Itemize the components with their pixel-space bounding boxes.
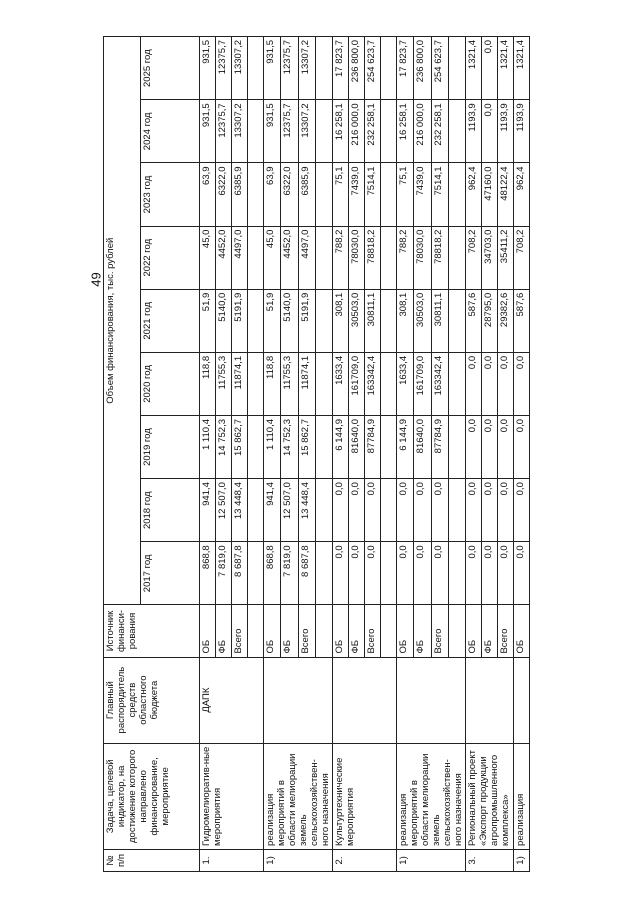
value-cell	[381, 163, 397, 226]
value-cell: 7439,0	[349, 163, 365, 226]
row-executor: ДАПК	[200, 657, 264, 743]
value-cell: 962,4	[466, 163, 482, 226]
value-cell: 48122,4	[498, 163, 514, 226]
value-cell: 6322,0	[281, 163, 298, 226]
value-cell: 12375,7	[216, 37, 232, 100]
value-cell: 75,1	[397, 163, 414, 226]
value-cell: 0,0	[482, 416, 498, 479]
value-cell	[248, 479, 264, 542]
value-cell: 63,9	[200, 163, 216, 226]
row-source: Всего	[365, 605, 381, 657]
table-row	[514, 37, 530, 872]
value-cell: 118,8	[200, 352, 216, 415]
value-cell: 308,1	[333, 289, 349, 352]
value-cell: 788,2	[333, 226, 349, 289]
value-cell	[315, 289, 332, 352]
value-cell: 4452,0	[216, 226, 232, 289]
row-source: ОБ	[514, 605, 530, 657]
value-cell: 7 819,0	[216, 542, 232, 605]
value-cell: 34703,0	[482, 226, 498, 289]
value-cell: 0,0	[431, 479, 448, 542]
value-cell: 78030,0	[414, 226, 431, 289]
value-cell: 12375,7	[216, 100, 232, 163]
value-cell	[381, 226, 397, 289]
value-cell: 6 144,9	[333, 416, 349, 479]
value-cell: 12 507,0	[281, 479, 298, 542]
value-cell: 6322,0	[216, 163, 232, 226]
value-cell	[248, 289, 264, 352]
value-cell: 5140,0	[281, 289, 298, 352]
row-source: Всего	[498, 605, 514, 657]
value-cell: 931,5	[200, 100, 216, 163]
value-cell	[315, 163, 332, 226]
row-source	[381, 605, 397, 657]
value-cell: 236 800,0	[414, 37, 431, 100]
value-cell: 708,2	[514, 226, 530, 289]
value-cell: 51,9	[264, 289, 281, 352]
value-cell	[248, 163, 264, 226]
value-cell: 12375,7	[281, 100, 298, 163]
row-source	[448, 605, 465, 657]
value-cell: 13 448,4	[298, 479, 315, 542]
value-cell: 0,0	[514, 352, 530, 415]
value-cell: 78818,2	[365, 226, 381, 289]
row-number: 2.	[333, 849, 397, 871]
row-source	[248, 605, 264, 657]
value-cell: 16 258,1	[333, 100, 349, 163]
value-cell: 254 623,7	[431, 37, 448, 100]
value-cell: 13307,2	[298, 100, 315, 163]
value-cell: 868,8	[200, 542, 216, 605]
rotated-page	[103, 36, 609, 872]
value-cell: 0,0	[498, 542, 514, 605]
row-source: ФБ	[281, 605, 298, 657]
value-cell: 0,0	[498, 352, 514, 415]
value-cell	[381, 542, 397, 605]
row-number: 1.	[200, 849, 264, 871]
row-source	[315, 605, 332, 657]
row-source: ФБ	[482, 605, 498, 657]
value-cell: 931,5	[264, 37, 281, 100]
value-cell: 708,2	[466, 226, 482, 289]
value-cell: 17 823,7	[397, 37, 414, 100]
value-cell: 7 819,0	[281, 542, 298, 605]
header-year: 2024 год	[141, 100, 200, 163]
value-cell: 0,0	[466, 479, 482, 542]
value-cell: 30811,1	[365, 289, 381, 352]
value-cell: 15 862,7	[298, 416, 315, 479]
value-cell: 232 258,1	[431, 100, 448, 163]
value-cell: 216 000,0	[414, 100, 431, 163]
value-cell: 941,4	[264, 479, 281, 542]
value-cell: 8 687,8	[298, 542, 315, 605]
header-volume: Объем финансирования, тыс. рублей	[104, 37, 141, 605]
table-row	[466, 37, 482, 872]
value-cell: 0,0	[466, 416, 482, 479]
value-cell: 788,2	[397, 226, 414, 289]
value-cell: 1193,9	[514, 100, 530, 163]
value-cell: 0,0	[431, 542, 448, 605]
value-cell: 0,0	[365, 479, 381, 542]
value-cell: 45,0	[264, 226, 281, 289]
value-cell	[248, 226, 264, 289]
value-cell	[448, 226, 465, 289]
value-cell: 13307,2	[232, 100, 248, 163]
value-cell	[381, 37, 397, 100]
value-cell: 5191,9	[298, 289, 315, 352]
value-cell: 0,0	[333, 479, 349, 542]
table-header	[104, 37, 200, 872]
value-cell: 5140,0	[216, 289, 232, 352]
value-cell: 1633,4	[333, 352, 349, 415]
row-source: ОБ	[466, 605, 482, 657]
table-row	[333, 37, 349, 872]
value-cell: 0,0	[414, 479, 431, 542]
value-cell: 30811,1	[431, 289, 448, 352]
value-cell: 236 800,0	[349, 37, 365, 100]
value-cell: 0,0	[414, 542, 431, 605]
value-cell: 216 000,0	[349, 100, 365, 163]
value-cell: 7439,0	[414, 163, 431, 226]
value-cell	[448, 352, 465, 415]
value-cell	[248, 542, 264, 605]
value-cell	[315, 100, 332, 163]
value-cell: 587,6	[466, 289, 482, 352]
row-source: ОБ	[200, 605, 216, 657]
value-cell	[315, 226, 332, 289]
row-executor	[466, 657, 514, 743]
value-cell: 1633,4	[397, 352, 414, 415]
value-cell	[248, 352, 264, 415]
value-cell: 0,0	[349, 542, 365, 605]
row-source: Всего	[232, 605, 248, 657]
value-cell: 7514,1	[365, 163, 381, 226]
value-cell	[315, 542, 332, 605]
value-cell: 29382,6	[498, 289, 514, 352]
value-cell: 75,1	[333, 163, 349, 226]
value-cell	[448, 163, 465, 226]
value-cell: 35411,2	[498, 226, 514, 289]
value-cell: 87784,9	[431, 416, 448, 479]
value-cell	[448, 100, 465, 163]
row-task: реализация мероприятий в области мелиорации земель сельскохозяйствен-ного назначения	[397, 743, 466, 849]
value-cell: 0,0	[349, 479, 365, 542]
value-cell: 163342,4	[365, 352, 381, 415]
header-year: 2020 год	[141, 352, 200, 415]
row-task: Региональный проект «Экспорт продукции агропромышленного комплекса»	[466, 743, 514, 849]
value-cell	[381, 100, 397, 163]
value-cell: 163342,4	[431, 352, 448, 415]
row-task: реализация	[514, 743, 530, 849]
value-cell	[248, 37, 264, 100]
row-task: реализация мероприятий в области мелиорации земель сельскохозяйствен-ного назначения	[264, 743, 333, 849]
value-cell: 30503,0	[414, 289, 431, 352]
value-cell	[448, 542, 465, 605]
header-year: 2021 год	[141, 289, 200, 352]
value-cell: 0,0	[498, 416, 514, 479]
value-cell: 6385,9	[232, 163, 248, 226]
value-cell: 7514,1	[431, 163, 448, 226]
value-cell: 161709,0	[349, 352, 365, 415]
row-source: ФБ	[349, 605, 365, 657]
value-cell: 30503,0	[349, 289, 365, 352]
header-executor: Главный распорядитель средств областного бюджета	[104, 657, 200, 743]
value-cell: 11874,1	[298, 352, 315, 415]
value-cell	[448, 416, 465, 479]
value-cell: 0,0	[482, 542, 498, 605]
row-executor	[264, 657, 333, 743]
value-cell: 4497,0	[232, 226, 248, 289]
value-cell: 0,0	[365, 542, 381, 605]
value-cell: 0,0	[482, 100, 498, 163]
row-source: ОБ	[397, 605, 414, 657]
value-cell: 11755,3	[216, 352, 232, 415]
value-cell: 63,9	[264, 163, 281, 226]
header-year: 2025 год	[141, 37, 200, 100]
value-cell	[248, 416, 264, 479]
header-year: 2017 год	[141, 542, 200, 605]
value-cell: 51,9	[200, 289, 216, 352]
value-cell: 81640,0	[349, 416, 365, 479]
value-cell: 0,0	[514, 542, 530, 605]
table-row	[200, 37, 216, 872]
row-number: 1)	[397, 849, 466, 871]
value-cell: 587,6	[514, 289, 530, 352]
value-cell: 13307,2	[298, 37, 315, 100]
value-cell: 1193,9	[498, 100, 514, 163]
value-cell	[315, 416, 332, 479]
value-cell: 12375,7	[281, 37, 298, 100]
value-cell: 931,5	[200, 37, 216, 100]
value-cell: 14 752,3	[281, 416, 298, 479]
value-cell: 1321,4	[498, 37, 514, 100]
value-cell: 232 258,1	[365, 100, 381, 163]
value-cell: 81640,0	[414, 416, 431, 479]
row-number: 1)	[514, 849, 530, 871]
value-cell	[248, 100, 264, 163]
row-source: ФБ	[414, 605, 431, 657]
value-cell: 87784,9	[365, 416, 381, 479]
value-cell	[448, 479, 465, 542]
value-cell: 941,4	[200, 479, 216, 542]
value-cell: 1321,4	[466, 37, 482, 100]
value-cell: 5191,9	[232, 289, 248, 352]
value-cell: 1 110,4	[264, 416, 281, 479]
table-body	[200, 37, 530, 872]
value-cell: 11874,1	[232, 352, 248, 415]
value-cell: 6385,9	[298, 163, 315, 226]
value-cell: 1321,4	[514, 37, 530, 100]
value-cell: 12 507,0	[216, 479, 232, 542]
value-cell	[315, 37, 332, 100]
row-source: Всего	[298, 605, 315, 657]
row-number: 1)	[264, 849, 333, 871]
value-cell: 78818,2	[431, 226, 448, 289]
header-year: 2023 год	[141, 163, 200, 226]
value-cell	[448, 37, 465, 100]
value-cell: 15 862,7	[232, 416, 248, 479]
row-source: Всего	[431, 605, 448, 657]
value-cell: 962,4	[514, 163, 530, 226]
value-cell	[315, 352, 332, 415]
value-cell	[448, 289, 465, 352]
value-cell	[381, 416, 397, 479]
value-cell: 0,0	[333, 542, 349, 605]
row-number: 3.	[466, 849, 514, 871]
value-cell: 13307,2	[232, 37, 248, 100]
value-cell	[381, 289, 397, 352]
value-cell: 16 258,1	[397, 100, 414, 163]
table-row	[264, 37, 281, 872]
page-number: 49	[88, 272, 104, 287]
value-cell: 17 823,7	[333, 37, 349, 100]
value-cell: 0,0	[482, 352, 498, 415]
value-cell: 1 110,4	[200, 416, 216, 479]
header-source: Источник финанси-рования	[104, 605, 200, 657]
row-task: Гидромелиоратив-ные мероприятия	[200, 743, 264, 849]
value-cell: 47160,0	[482, 163, 498, 226]
value-cell: 45,0	[200, 226, 216, 289]
value-cell: 0,0	[514, 416, 530, 479]
value-cell: 8 687,8	[232, 542, 248, 605]
financing-table	[103, 36, 530, 872]
table-row	[397, 37, 414, 872]
value-cell: 931,5	[264, 100, 281, 163]
row-source: ОБ	[264, 605, 281, 657]
value-cell	[381, 479, 397, 542]
value-cell: 14 752,3	[216, 416, 232, 479]
value-cell: 6 144,9	[397, 416, 414, 479]
header-no: № п/п	[104, 849, 200, 871]
header-year: 2018 год	[141, 479, 200, 542]
value-cell: 4452,0	[281, 226, 298, 289]
row-executor	[514, 657, 530, 743]
value-cell: 254 623,7	[365, 37, 381, 100]
value-cell: 1193,9	[466, 100, 482, 163]
value-cell: 118,8	[264, 352, 281, 415]
value-cell: 0,0	[466, 352, 482, 415]
row-source: ОБ	[333, 605, 349, 657]
value-cell: 308,1	[397, 289, 414, 352]
value-cell: 868,8	[264, 542, 281, 605]
row-source: ФБ	[216, 605, 232, 657]
header-year: 2022 год	[141, 226, 200, 289]
value-cell	[381, 352, 397, 415]
value-cell: 0,0	[466, 542, 482, 605]
value-cell: 0,0	[397, 542, 414, 605]
value-cell: 78030,0	[349, 226, 365, 289]
value-cell: 0,0	[498, 479, 514, 542]
value-cell: 0,0	[514, 479, 530, 542]
value-cell: 11755,3	[281, 352, 298, 415]
row-executor	[397, 657, 466, 743]
value-cell: 0,0	[482, 479, 498, 542]
value-cell: 0,0	[482, 37, 498, 100]
value-cell	[315, 479, 332, 542]
value-cell: 28795,0	[482, 289, 498, 352]
header-year: 2019 год	[141, 416, 200, 479]
value-cell: 0,0	[397, 479, 414, 542]
value-cell: 161709,0	[414, 352, 431, 415]
row-task: Культуртехнические мероприятия	[333, 743, 397, 849]
row-executor	[333, 657, 397, 743]
value-cell: 4497,0	[298, 226, 315, 289]
value-cell: 13 448,4	[232, 479, 248, 542]
header-task: Задача, целевой индикатор, на достижение которого направлено финансирование, мероприятие	[104, 743, 200, 849]
